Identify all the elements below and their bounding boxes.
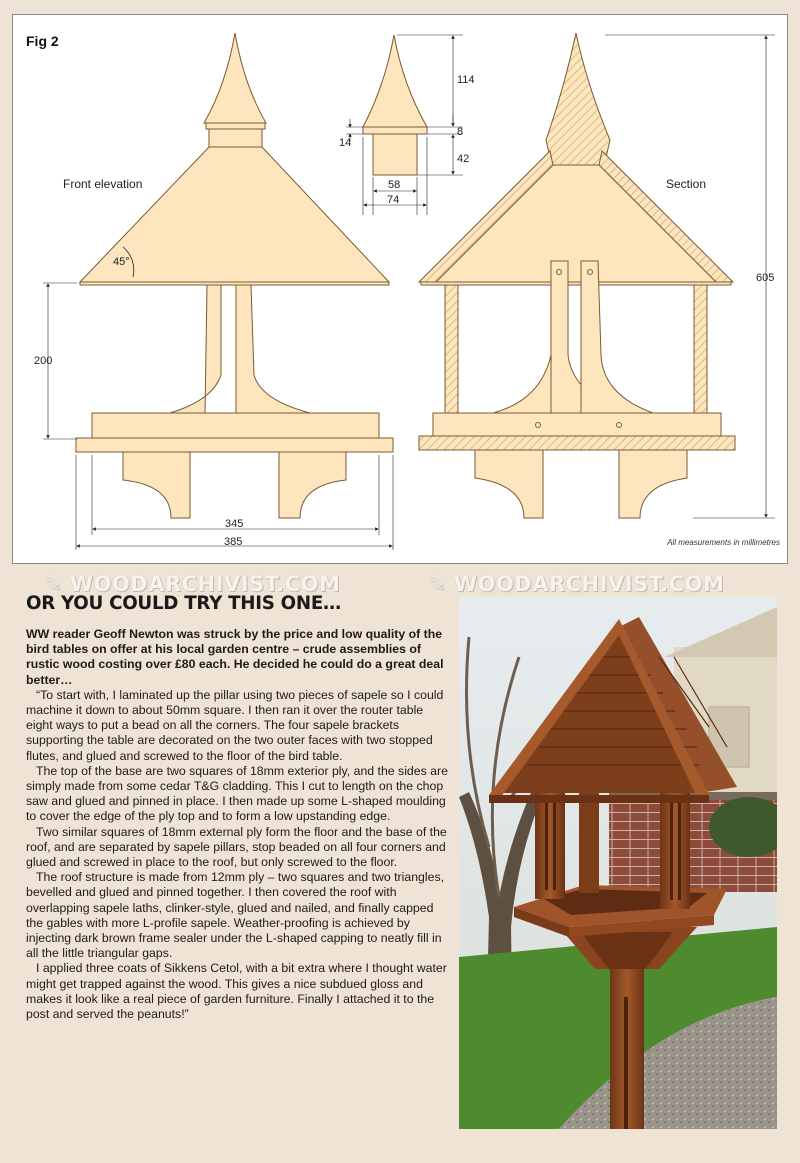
- article-headline: OR YOU COULD TRY THIS ONE…: [26, 592, 341, 614]
- table-base-front: [92, 413, 379, 438]
- finial-section: [546, 33, 610, 175]
- finial-detail: [363, 35, 427, 175]
- dim-outer-width: 385: [224, 536, 243, 548]
- table-floor-section: [419, 436, 735, 450]
- article: [22, 592, 450, 1022]
- dim-collar-thickness: 14: [339, 137, 352, 149]
- article-paragraph: “To start with, I laminated up the pillar using two pieces of sapele so I could machine it down to about 50mm square. I then ran it over the router table eight ways to put a bead on all the corners. The four sapele brackets supporting the table are decorated on the two outer faces with two stopped flutes, and glued and screwed to the floor of the bird table.: [26, 687, 444, 763]
- finial-base-front: [209, 129, 262, 147]
- bird-table-drawing: [13, 15, 789, 565]
- article-paragraph: I applied three coats of Sikkens Cetol, with a bit extra where I thought water might get trapped against the wood. This gives a nice subdued gloss and makes it look like a real piece of garden furniture. Finally I attached it to the post and served the peanuts!”: [26, 961, 447, 1022]
- support-left-section: [475, 450, 543, 518]
- watermark-logo-icon: ✎: [428, 572, 454, 596]
- dim-inner-width: 345: [225, 518, 244, 530]
- table-floor-front: [76, 438, 393, 452]
- finial-collar-front: [206, 123, 265, 129]
- dim-finial-height: 114: [457, 74, 475, 86]
- section-view: [419, 33, 735, 518]
- watermark-right: ✎ WOODARCHIVIST.COM: [428, 572, 725, 596]
- table-base-section: [433, 413, 721, 436]
- support-bracket-right-front: [279, 452, 346, 518]
- section-label: Section: [666, 177, 707, 191]
- finial-front: [204, 33, 266, 123]
- dim-total-height: 605: [756, 272, 775, 284]
- dim-base-width-inner: 58: [388, 179, 401, 191]
- dim-base-width-outer: 74: [387, 194, 400, 206]
- article-intro: WW reader Geoff Newton was struck by the price and low quality of the bird tables on offer at his local garden centre – crude assemblies of rustic wood costing over £80 each. He decided he could do a great deal better…: [26, 627, 444, 687]
- article-paragraph: The top of the base are two squares of 18mm exterior ply, and the sides are simply made from some cedar T&G cladding. This I cut to length on the chop saw and glued and pinned in place. I then made up some L-shaped moulding to cover the edge of the ply top and to form a low upstanding edge.: [26, 763, 448, 824]
- article-paragraph: The roof structure is made from 12mm ply – two squares and two triangles, bevelled and glued and pinned together. I then covered the roof with overlapping sapele laths, clinker-style, glued and nailed, and finally capped the gables with more L-profile sapele. Weather-proofing is achieved by injecting dark brown frame sealer under the L-shaped capping to neatly fill in all the little triangular gaps.: [26, 870, 445, 961]
- post-right-section: [694, 285, 707, 425]
- front-elevation-label: Front elevation: [63, 177, 143, 191]
- figure-title: Fig 2: [26, 33, 59, 49]
- post-left-section: [445, 285, 458, 425]
- article-paragraph: Two similar squares of 18mm external ply form the floor and the base of the roof, and are separated by sapele pillars, stop beaded on all four corners and glued and screwed in place to the roof, but only screwed to the floor.: [26, 824, 447, 870]
- dim-pillar-height: 200: [34, 355, 53, 367]
- dim-finial-base: 42: [457, 153, 470, 165]
- watermark-logo-icon: ✎: [44, 572, 70, 596]
- measurement-note: All measurements in millimetres: [667, 538, 780, 547]
- roof-edge-front: [80, 282, 389, 285]
- front-elevation: [76, 33, 393, 518]
- pillar-bracket-right-front: [236, 285, 310, 413]
- support-bracket-left-front: [123, 452, 190, 518]
- dim-collar-top: 8: [457, 126, 464, 138]
- watermark-left: ✎ WOODARCHIVIST.COM: [44, 572, 341, 596]
- bird-table-photo: [459, 597, 777, 1129]
- figure-panel: [12, 14, 788, 564]
- support-right-section: [619, 450, 687, 518]
- roof-base-section: [421, 282, 731, 285]
- pillar-bracket-left-front: [170, 285, 221, 413]
- bracket-left-section: [493, 355, 551, 413]
- roof-angle-label: 45°: [113, 256, 130, 268]
